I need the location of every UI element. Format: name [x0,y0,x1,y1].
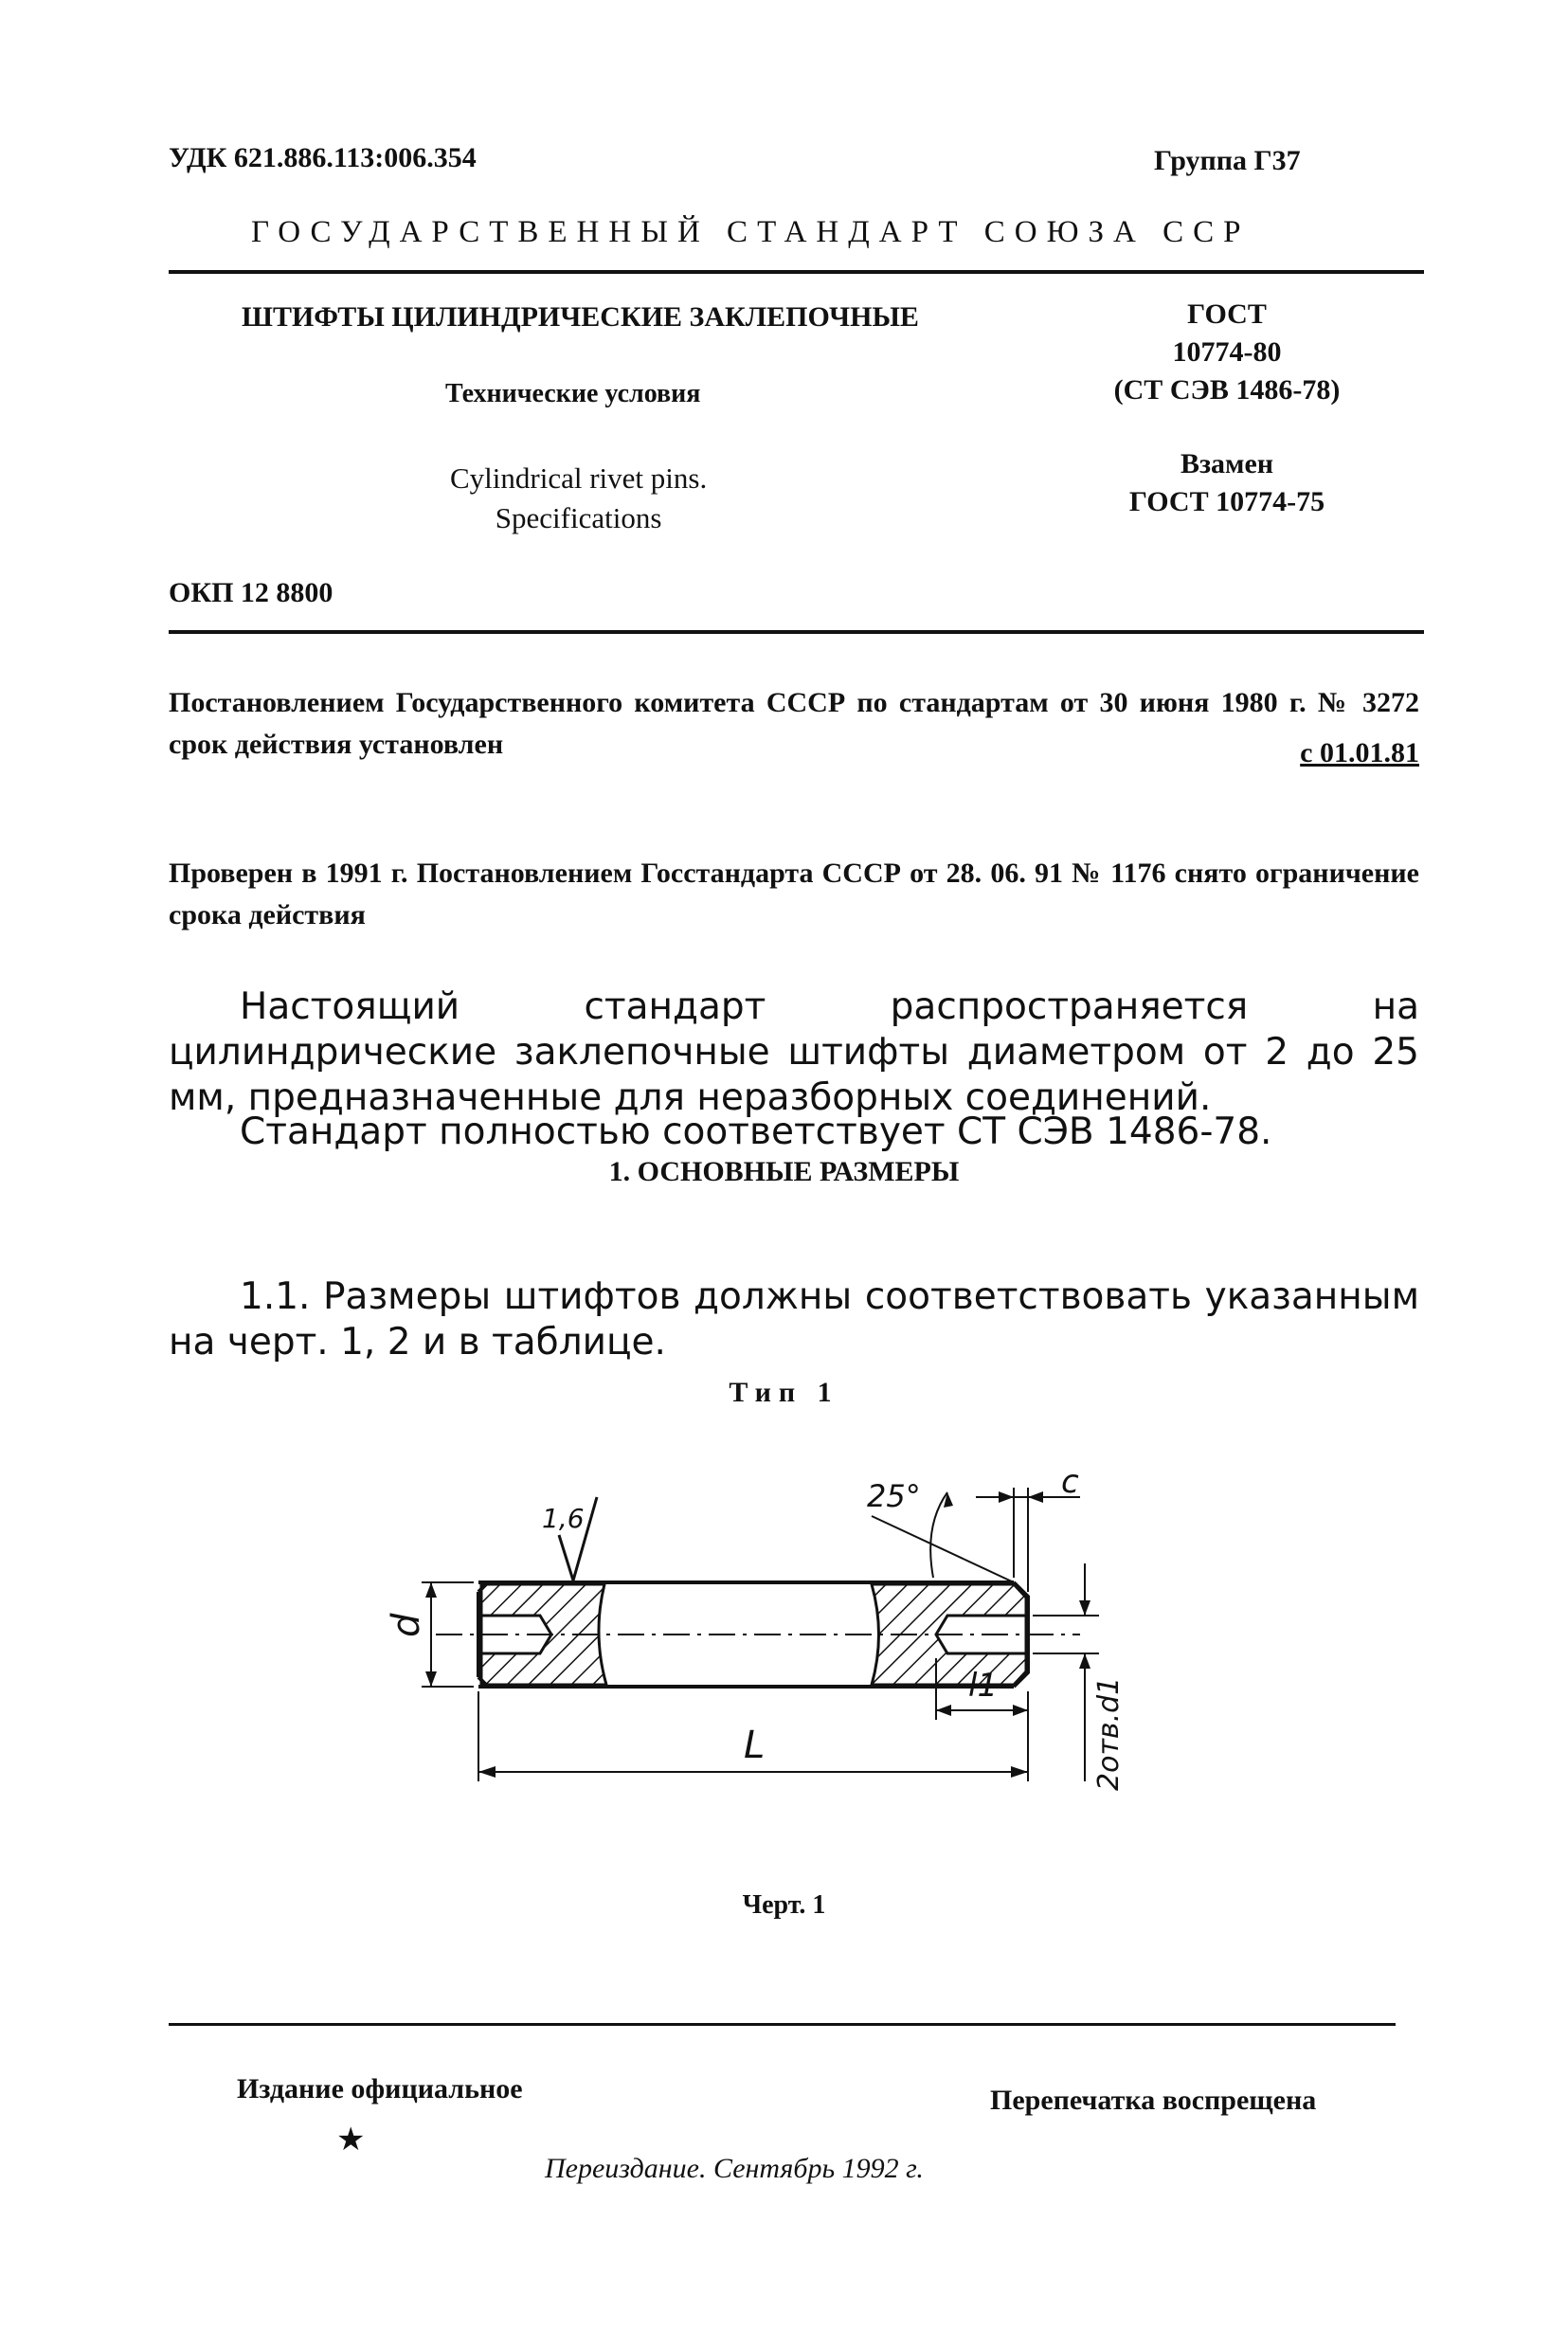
diameter-label: d [385,1613,428,1637]
replaces-number: ГОСТ 10774-75 [1128,486,1325,517]
reprint-prohibited: Перепечатка воспрещена [990,2085,1317,2116]
english-title-line-2: Specifications [495,501,662,534]
clause-1-1: 1.1. Размеры штифтов должны соответствовать указанным на черт. 1, 2 и в таблице. [169,1275,1419,1364]
chamfer-label: c [1061,1469,1079,1501]
official-edition: Издание официальное [237,2073,523,2104]
rivet-pin-drawing [379,1469,1156,1857]
state-standard-heading: ГОСУДАРСТВЕННЫЙ СТАНДАРТ СОЮЗА ССР [251,215,1251,249]
star-icon: ★ [336,2122,366,2158]
gost-label: ГОСТ [1187,298,1267,330]
figure-caption: Черт. 1 [742,1890,826,1920]
title-block-rule [169,630,1424,634]
st-sev-number: (СТ СЭВ 1486-78) [1113,374,1341,406]
english-title-line-1: Cylindrical rivet pins. [450,461,708,495]
okp-code: ОКП 12 8800 [169,577,333,608]
group-code: Группа Г37 [1154,145,1301,176]
effective-date: с 01.01.81 [1300,737,1419,768]
decree-text: Постановлением Государственного комитета СССР по стандартам от 30 июня 1980 г. № 3272 срок действия установлен [169,687,1419,760]
header-rule [169,270,1424,274]
intro-paragraph: Настоящий стандарт распространяется на цилиндрические заклепочные штифты диаметром от 2 до 25 мм, предназначенные для неразборных соединений. [169,985,1419,1119]
document-title: ШТИФТЫ ЦИЛИНДРИЧЕСКИЕ ЗАКЛЕПОЧНЫЕ [242,301,919,333]
english-title [450,459,707,538]
type-label: Тип 1 [729,1377,839,1408]
length-label: L [744,1724,766,1767]
reissue-note: Переиздание. Сентябрь 1992 г. [545,2153,924,2184]
roughness-label: 1,6 [542,1503,585,1534]
compliance-paragraph: Стандарт полностью соответствует СТ СЭВ 1486-78. [240,1111,1272,1153]
chamfer-dimension [976,1488,1080,1592]
checked-text: Проверен в 1991 г. Постановлением Госстандарта СССР от 28. 06. 91 № 1176 снято ограничение срока действия [169,858,1419,930]
holes-label: 2отв.d1 [1092,1676,1126,1791]
hole-depth-label: l1 [968,1667,999,1705]
holes-dimension [1033,1563,1099,1781]
document-subtitle: Технические условия [445,379,701,408]
replaces-label: Взамен [1180,448,1274,479]
udk-code: УДК 621.886.113:006.354 [169,142,477,173]
footer-rule [169,2023,1396,2026]
gost-designation [1075,296,1379,521]
gost-number: 10774-80 [1172,336,1282,368]
angle-label: 25° [867,1478,921,1514]
section-1-heading: 1. ОСНОВНЫЕ РАЗМЕРЫ [608,1156,960,1187]
